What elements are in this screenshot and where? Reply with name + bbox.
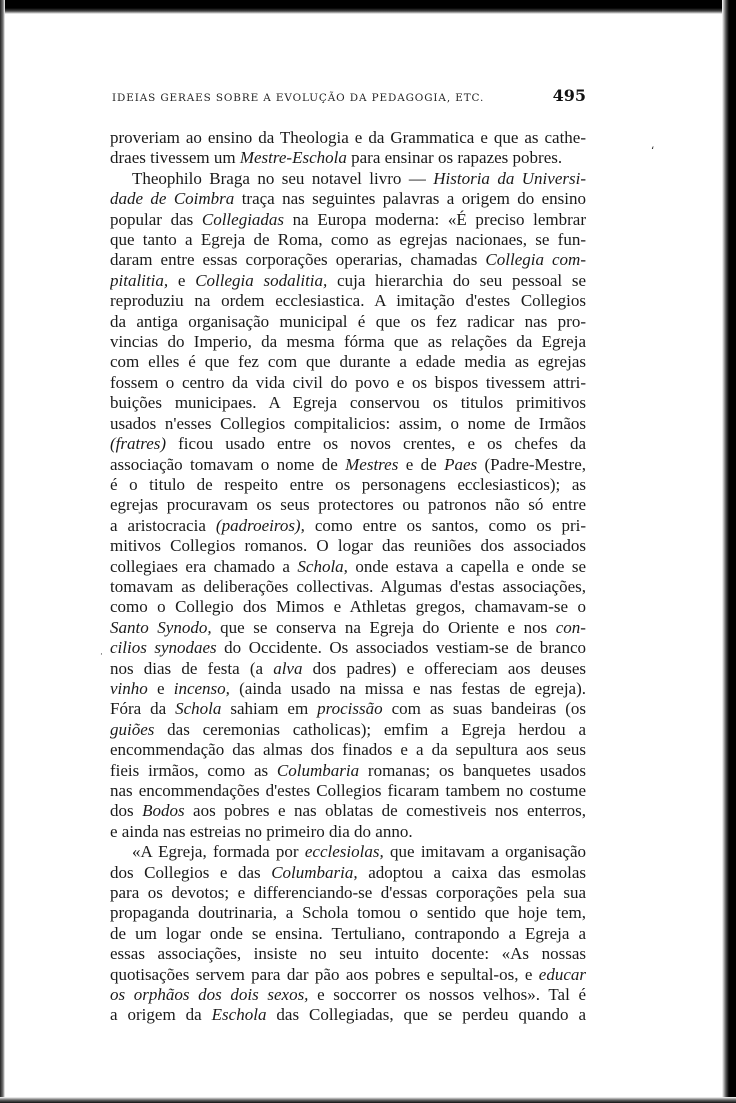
text-run: que tanto a Egreja de Roma, como as egrejas nacionaes, se fun-: [110, 230, 586, 250]
text-line: [110, 1005, 586, 1025]
text-run: propaganda doutrinaria, a Schola tomou o sentido que hoje tem,: [110, 903, 586, 923]
text-run: tomavam as deliberações collectivas. Algumas d'estas associações,: [110, 576, 586, 596]
text-run: das Collegiadas, que se perdeu quando a: [266, 1005, 586, 1025]
italic-text: Paes: [444, 454, 478, 474]
italic-text: Collegiadas: [201, 209, 285, 229]
text-run: onde estava a capella e onde se: [347, 556, 586, 576]
text-run: (ainda usado na missa e nas festas de egreja).: [229, 678, 586, 698]
text-run: dos padres) e offereciam aos deuses: [302, 658, 586, 678]
text-run: a aristocracia: [110, 515, 216, 535]
running-title: IDEIAS GERAES SOBRE A EVOLUÇÃO DA PEDAGOGIA, ETC.: [112, 92, 485, 104]
text-run: encommendação das almas dos finados e a da sepultura aos seus: [110, 740, 586, 760]
text-line: [110, 740, 586, 760]
text-run: proveriam ao ensino da Theologia e da Grammatica e que as cathe-: [110, 128, 586, 147]
text-run: sahiam em: [221, 699, 318, 719]
text-run: nas encommendações d'estes Collegios ficaram tambem no costume: [110, 781, 586, 800]
text-line: [110, 291, 586, 311]
text-run: popular das: [110, 209, 202, 229]
text-line: [110, 638, 586, 658]
text-run: com as suas bandeiras (os: [382, 699, 586, 719]
text-run: fieis irmãos, como as: [110, 760, 277, 780]
text-run: aos pobres e nas oblatas de comestiveis nos enterros,: [184, 801, 586, 821]
text-run: de um logar onde se ensina. Tertuliano, contrapondo a Egreja a: [110, 923, 586, 943]
scan-border-left: [0, 0, 5, 1103]
text-line: [110, 863, 586, 883]
text-line: [110, 475, 586, 495]
text-run: fossem o centro da vida civil do povo e os bispos tivessem attri-: [110, 372, 586, 392]
text-run: e: [147, 678, 174, 698]
italic-text: procissão: [317, 699, 383, 719]
text-line: [110, 495, 586, 515]
text-run: Fóra da: [110, 699, 176, 719]
text-run: do Occidente. Os associados vestiam-se de branco: [216, 638, 586, 658]
text-line: [110, 210, 586, 230]
italic-text: vinho: [110, 678, 148, 698]
italic-text: Schola,: [297, 556, 348, 576]
text-run: associação tomavam o nome de: [110, 454, 346, 474]
text-line: [110, 801, 586, 821]
text-run: daram entre essas corporações operarias, chamadas: [110, 250, 486, 270]
text-run: para os devotos; e differenciando-se d'essas corporações pela sua: [110, 883, 586, 903]
text-run: nos dias de festa (a: [110, 658, 274, 678]
text-run: como entre os santos, como os pri-: [304, 515, 586, 535]
italic-text: dade de Coimbra: [110, 189, 235, 209]
text-line: [110, 455, 586, 475]
text-line: [110, 434, 586, 454]
text-line: [110, 699, 586, 719]
text-run: usados n'esses Collegios compitalicios: assim, o nome de Irmãos: [110, 413, 586, 433]
text-run: mitivos Collegios romanos. O logar das reuniões dos associados: [110, 536, 586, 556]
text-run: dos Collegios e das: [110, 862, 272, 882]
text-run: que se conserva na Egreja do Oriente e nos: [211, 617, 556, 637]
text-run: dos: [110, 801, 143, 821]
text-line: [110, 903, 586, 923]
running-head: [112, 84, 586, 110]
text-run: ficou usado entre os novos crentes, e os chefes da: [166, 434, 586, 454]
text-line: [110, 414, 586, 434]
text-line: [110, 720, 586, 740]
text-run: quotisações servem para dar pão aos pobres e sepultal-os, e: [110, 964, 539, 984]
text-run: Theophilo Braga no seu notavel livro —: [132, 168, 434, 188]
text-run: collegiaes era chamado a: [110, 556, 298, 576]
italic-text: guiões: [110, 719, 155, 739]
text-run: cuja hierarchia do seu pessoal se: [327, 270, 586, 290]
text-run: (Padre-Mestre,: [477, 454, 586, 474]
text-line: [110, 944, 586, 964]
scan-border-right: [722, 0, 736, 1103]
text-line: [110, 128, 586, 148]
text-run: draes tivessem um: [110, 148, 240, 168]
text-line: [110, 230, 586, 250]
text-run: traça nas seguintes palavras a origem do ensino: [234, 189, 586, 209]
text-run: vincias do Imperio, da mesma fórma que as relações da Egreja: [110, 332, 586, 352]
text-line: [110, 597, 586, 617]
text-run: a origem da: [110, 1005, 212, 1025]
text-run: e: [168, 270, 196, 290]
text-run: como o Collegio dos Mimos e Athletas gregos, chamavam-se o: [110, 597, 586, 617]
page-number: 495: [552, 86, 586, 105]
text-line: [110, 373, 586, 393]
italic-text: Santo Synodo,: [110, 617, 212, 637]
italic-text: Bodos: [142, 801, 185, 821]
text-line: [110, 536, 586, 556]
text-line: [110, 148, 586, 168]
text-run: e ainda nas estreias no primeiro dia do anno.: [110, 821, 413, 841]
text-run: na Europa moderna: «É preciso lembrar: [284, 209, 586, 229]
italic-text: Columbaria: [276, 760, 360, 780]
stray-mark: ·: [100, 650, 103, 660]
italic-text: educar: [538, 964, 586, 984]
italic-text: alva: [273, 658, 303, 678]
italic-text: (fratres): [110, 434, 167, 454]
text-line: [110, 393, 586, 413]
body-text: [110, 128, 586, 1026]
text-line: [110, 250, 586, 270]
text-line: [110, 189, 586, 209]
text-line: [110, 985, 586, 1005]
text-line: [110, 516, 586, 536]
text-line: [110, 883, 586, 903]
text-run: «A Egreja, formada por: [132, 842, 305, 862]
scan-border-top: [0, 0, 736, 14]
text-line: [110, 169, 586, 189]
text-run: romanas; os banquetes usados: [359, 760, 586, 780]
text-line: [110, 352, 586, 372]
italic-text: Collegia sodalitia,: [195, 270, 328, 290]
stray-mark: ʻ: [651, 144, 655, 157]
italic-text: con-: [555, 617, 586, 637]
italic-text: ecclesiolas,: [304, 842, 384, 862]
italic-text: Mestres: [345, 454, 399, 474]
text-run: das ceremonias catholicas); emfim a Egreja herdou a: [154, 719, 586, 739]
text-run: e de: [398, 454, 445, 474]
text-line: [110, 271, 586, 291]
text-line: [110, 577, 586, 597]
text-run: é o titulo de respeito entre os personagens ecclesiasticos); as: [110, 474, 586, 494]
text-run: da antiga organisação municipal é que os fez radicar nas pro-: [110, 311, 586, 331]
text-line: [110, 679, 586, 699]
text-run: egrejas procuravam os seus protectores ou patronos não só entre: [110, 495, 586, 515]
italic-text: Mestre-Eschola: [239, 148, 347, 168]
text-line: [110, 781, 586, 801]
text-line: [110, 332, 586, 352]
italic-text: Schola: [175, 699, 222, 719]
italic-text: Historia da Universi-: [433, 168, 586, 188]
text-line: [110, 842, 586, 862]
text-line: [110, 924, 586, 944]
text-run: reproduziu na ordem ecclesiastica. A imitação d'estes Collegios: [110, 291, 586, 311]
text-run: e soccorrer os nossos velhos». Tal é: [308, 985, 586, 1005]
text-run: com elles é que fez com que durante a edade media as egrejas: [110, 352, 586, 372]
text-line: [110, 618, 586, 638]
text-line: [110, 557, 586, 577]
italic-text: os orphãos dos dois sexos,: [110, 985, 309, 1005]
text-run: essas associações, insiste no seu intuito docente: «As nossas: [110, 944, 586, 964]
text-run: adoptou a caixa das esmolas: [357, 862, 586, 882]
text-run: que imitavam a organisação: [383, 842, 586, 862]
italic-text: incenso,: [173, 678, 230, 698]
italic-text: pitalitia,: [110, 270, 169, 290]
italic-text: (padroeiros),: [215, 515, 305, 535]
text-run: para ensinar os rapazes pobres.: [346, 148, 563, 168]
text-line: [110, 822, 586, 842]
italic-text: Eschola: [211, 1005, 267, 1025]
italic-text: cilios synodaes: [110, 638, 217, 658]
text-line: [110, 965, 586, 985]
text-line: [110, 312, 586, 332]
text-line: [110, 659, 586, 679]
italic-text: Columbaria,: [271, 862, 358, 882]
text-run: buições municipaes. A Egreja conservou os titulos primitivos: [110, 393, 586, 413]
scan-border-bottom: [0, 1097, 736, 1103]
italic-text: Collegia com-: [485, 250, 586, 270]
text-line: [110, 761, 586, 781]
